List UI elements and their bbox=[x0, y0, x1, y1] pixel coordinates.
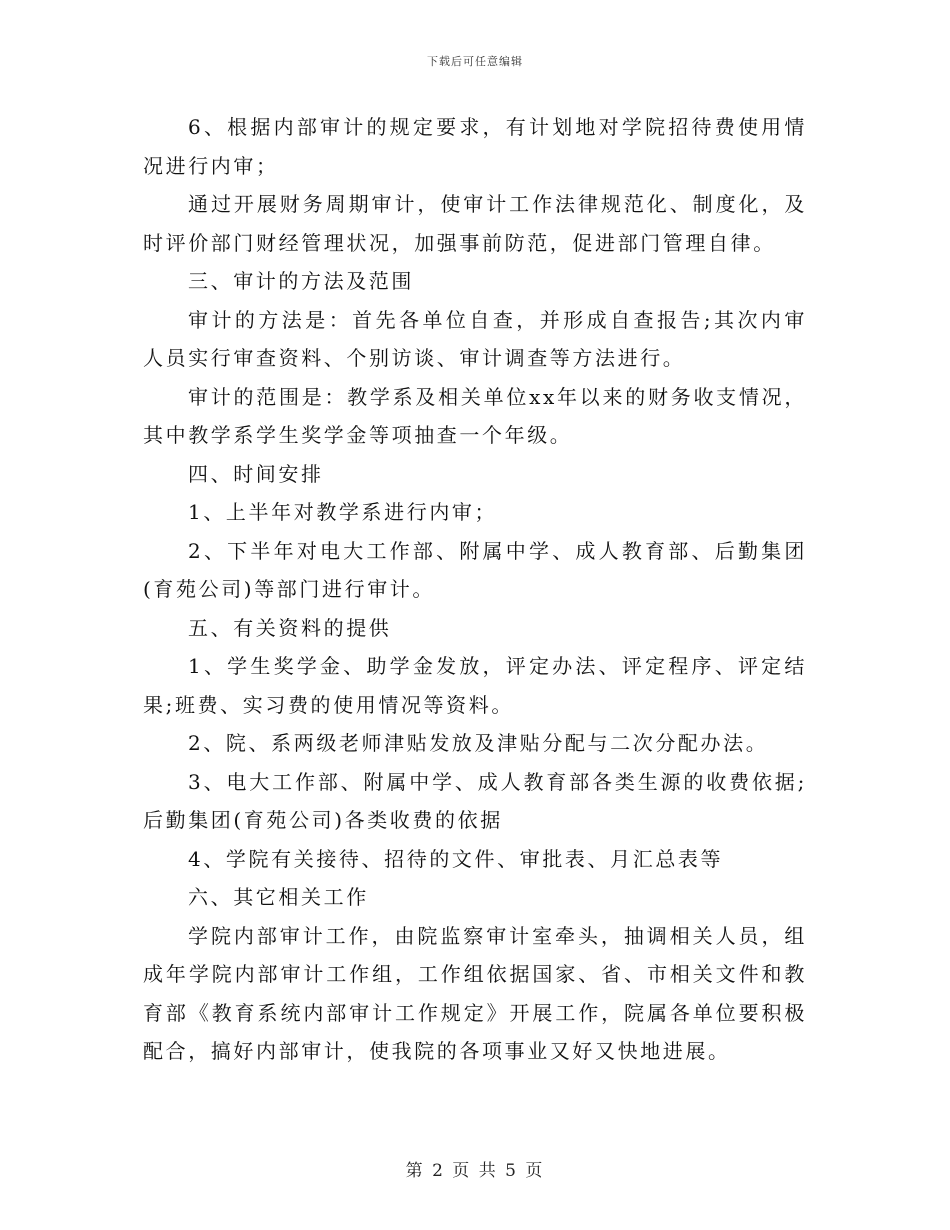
document-body bbox=[143, 108, 807, 1071]
paragraph-materials-4: 4、学院有关接待、招待的文件、审批表、月汇总表等 bbox=[188, 846, 724, 871]
paragraph-materials-2: 2、院、系两级老师津贴发放及津贴分配与二次分配办法。 bbox=[188, 731, 769, 755]
paragraph-schedule-1: 1、上半年对教学系进行内审； bbox=[188, 500, 498, 524]
paragraph-materials-1: 1、学生奖学金、助学金发放，评定办法、评定程序、评定结果;班费、实习费的使用情况等资料。 bbox=[143, 654, 807, 717]
paragraph-audit-purpose: 通过开展财务周期审计，使审计工作法律规范化、制度化，及时评价部门财经管理状况，加强事前防范，促进部门管理自律。 bbox=[143, 192, 807, 255]
section-heading-other-work: 六、其它相关工作 bbox=[188, 885, 369, 909]
paragraph-item-6: 6、根据内部审计的规定要求，有计划地对学院招待费使用情况进行内审； bbox=[143, 115, 807, 178]
paragraph-other-work: 学院内部审计工作，由院监察审计室牵头，抽调相关人员，组成年学院内部审计工作组，工作组依据国家、省、市相关文件和教育部《教育系统内部审计工作规定》开展工作，院属各单位要积极配合，搞好内部审计，使我院的各项事业又好又快地进展。 bbox=[143, 923, 807, 1063]
paragraph-audit-scope: 审计的范围是：教学系及相关单位xx年以来的财务收支情况，其中教学系学生奖学金等项抽查一个年级。 bbox=[143, 384, 807, 447]
paragraph-schedule-2: 2、下半年对电大工作部、附属中学、成人教育部、后勤集团(育苑公司)等部门进行审计。 bbox=[143, 538, 807, 601]
paragraph-materials-3: 3、电大工作部、附属中学、成人教育部各类生源的收费依据;后勤集团(育苑公司)各类收费的依据 bbox=[143, 769, 807, 832]
page-number: 第 2 页 共 5 页 bbox=[405, 1161, 545, 1181]
section-heading-materials: 五、有关资料的提供 bbox=[188, 615, 392, 640]
section-heading-schedule: 四、时间安排 bbox=[188, 461, 324, 486]
section-heading-methods-scope: 三、审计的方法及范围 bbox=[188, 269, 414, 293]
paragraph-audit-method: 审计的方法是：首先各单位自查，并形成自查报告;其次内审人员实行审查资料、个别访谈、审计调查等方法进行。 bbox=[143, 307, 807, 370]
page-header: 下载后可任意编辑 bbox=[427, 55, 523, 68]
